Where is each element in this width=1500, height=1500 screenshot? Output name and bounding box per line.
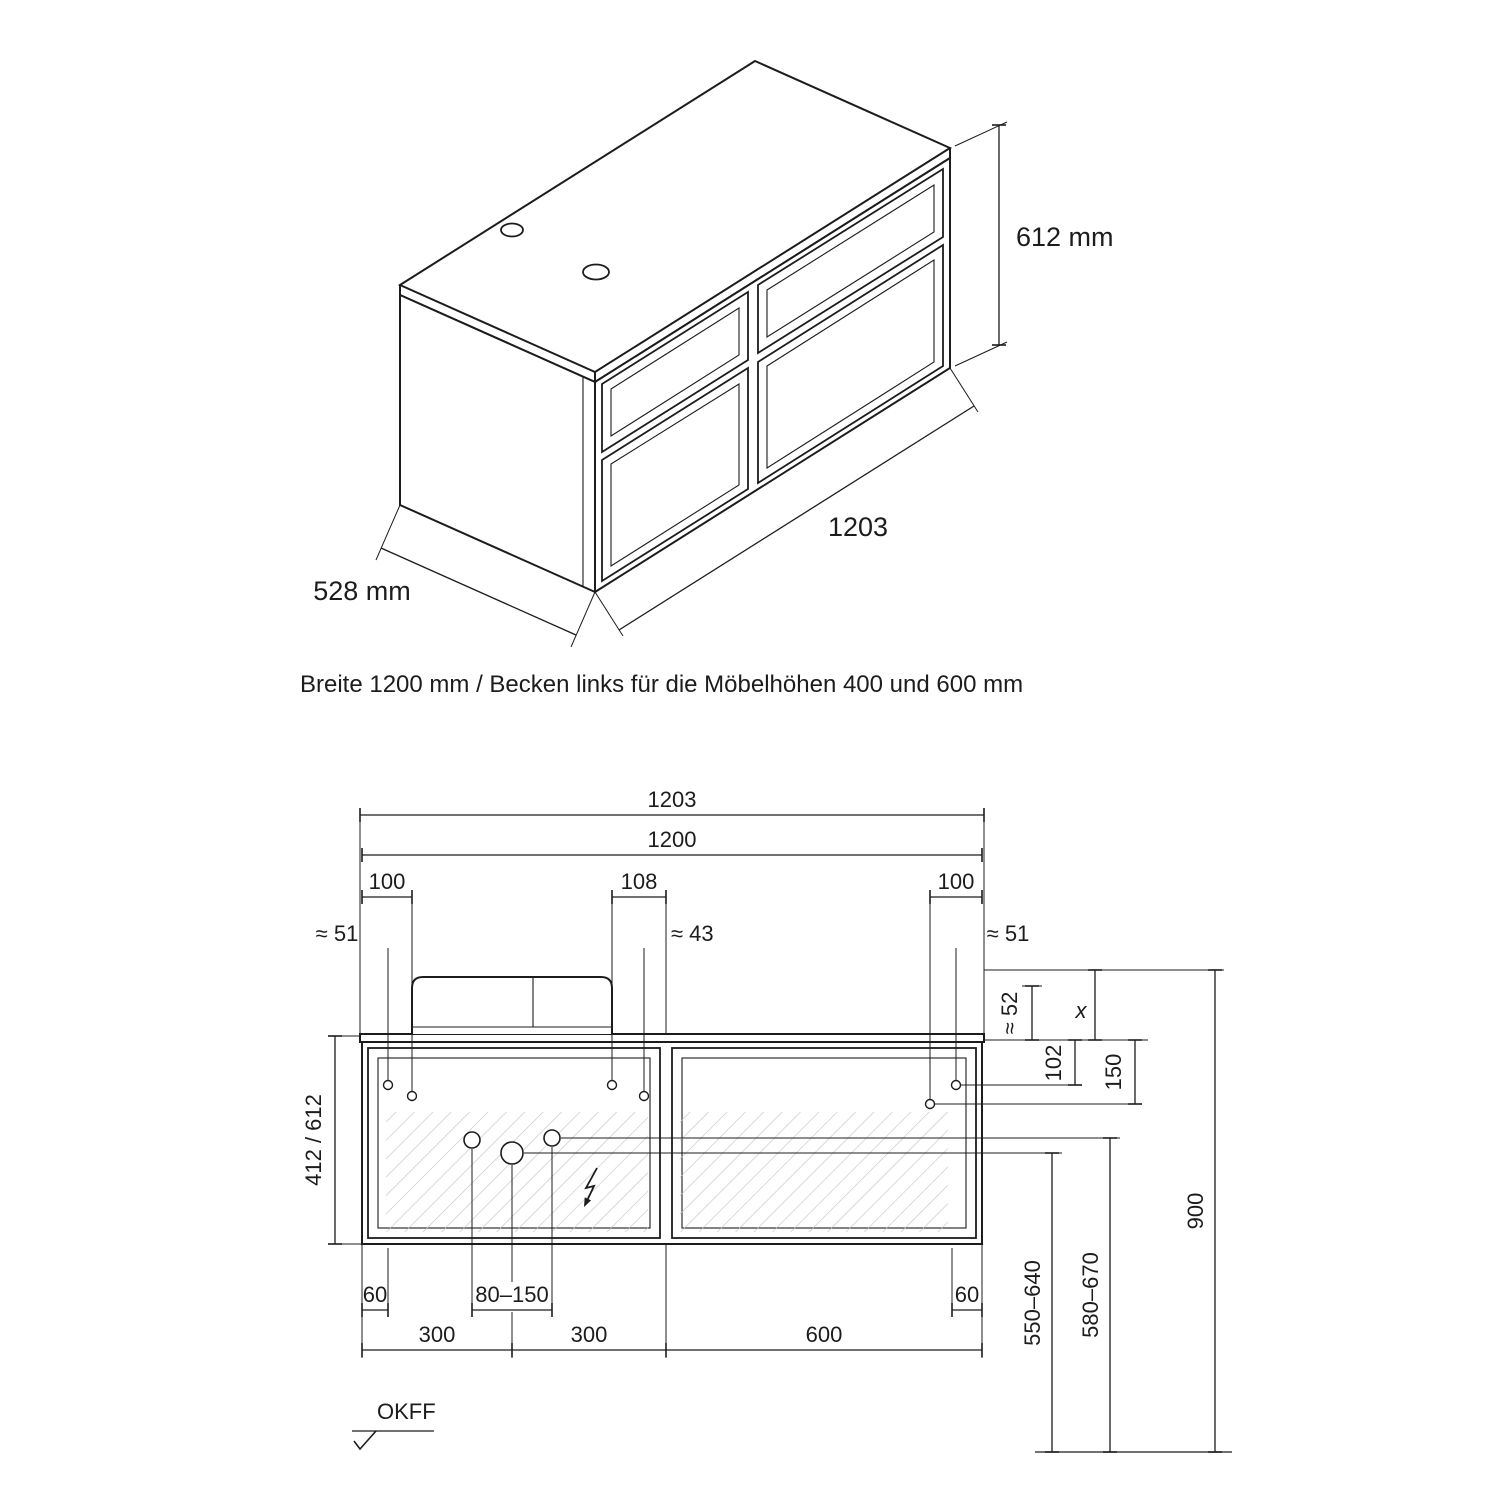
iso-width-label: 1203 [827, 512, 889, 542]
approx-top-label: ≈ 52 [997, 991, 1022, 1035]
body-height-label: 412 / 612 [301, 1094, 326, 1186]
clearance-hatch-left [386, 1112, 648, 1232]
front-cabinet [360, 977, 984, 1244]
edge-60-left-label: 60 [362, 1282, 388, 1307]
fixing-hole [952, 1081, 961, 1090]
fixing-hole [640, 1092, 649, 1101]
edge-60-right-label: 60 [954, 1282, 980, 1307]
drain-range-label: 550–640 [1020, 1260, 1045, 1346]
drain-hole [583, 265, 609, 280]
height-900-label: 900 [1183, 1192, 1208, 1230]
overall-width-label: 1203 [647, 787, 697, 812]
clearance-hatch-right [680, 1112, 948, 1232]
washbasin [412, 977, 612, 1034]
countertop [360, 1034, 984, 1042]
fixing-hole [926, 1100, 935, 1109]
right-offset-label: 100 [937, 869, 975, 894]
hole-dim-102-label: 102 [1041, 1044, 1066, 1082]
ext-line [571, 592, 595, 647]
iso-depth-label: 528 mm [313, 576, 411, 606]
carcass-width-label: 1200 [647, 827, 697, 852]
left-offset-label: 100 [368, 869, 406, 894]
okff-level-icon [354, 1431, 376, 1449]
approx-right-label: ≈ 51 [986, 921, 1030, 946]
center-offset-label: 108 [620, 869, 658, 894]
caption: Breite 1200 mm / Becken links für die Möbelhöhen 400 und 600 mm [300, 671, 1024, 698]
approx-center-label: ≈ 43 [671, 921, 714, 946]
tap-hole [501, 224, 523, 237]
iso-height-label: 612 mm [1016, 222, 1114, 252]
fixing-hole [608, 1081, 617, 1090]
drain-connection [501, 1142, 523, 1164]
front-elevation [301, 787, 1232, 1452]
trap-range-label: 80–150 [475, 1282, 549, 1307]
span-300-left-label: 300 [418, 1322, 456, 1347]
approx-left-label: ≈ 51 [315, 921, 359, 946]
supply-connection-left [464, 1132, 480, 1148]
fixing-hole [384, 1081, 393, 1090]
span-600-label: 600 [805, 1322, 843, 1347]
span-300-center-label: 300 [570, 1322, 608, 1347]
x-label: x [1075, 998, 1087, 1023]
supply-connection-right [544, 1130, 560, 1146]
supply-range-label: 580–670 [1078, 1252, 1103, 1338]
hole-dim-150-label: 150 [1101, 1053, 1126, 1091]
front-dimension-labels [301, 787, 1208, 1424]
fixing-hole [408, 1092, 417, 1101]
ext-line [950, 368, 978, 412]
okff-label: OKFF [377, 1399, 436, 1424]
isometric-view [313, 61, 1113, 647]
